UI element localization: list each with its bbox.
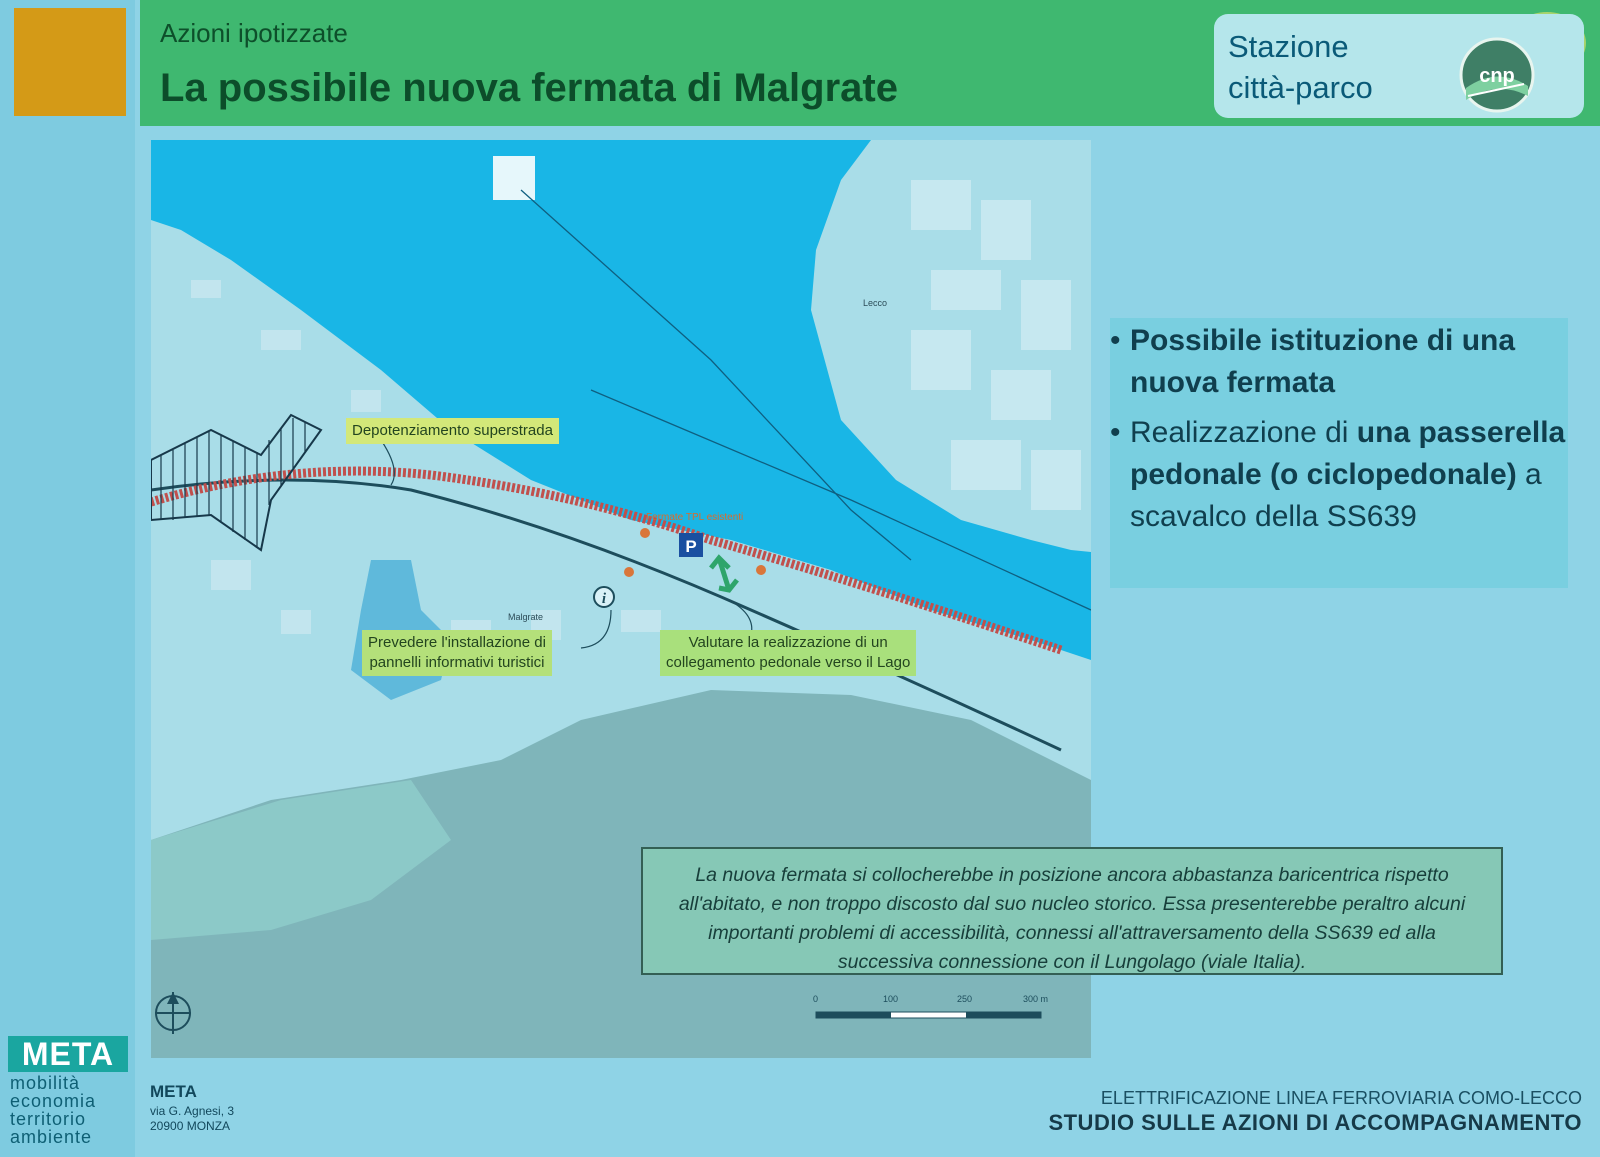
bus-stop-marker [624,567,634,577]
logo-text: cnp [1479,65,1515,87]
address-line: via G. Agnesi, 3 [150,1104,235,1118]
scale-tick: 300 m [1023,994,1049,1004]
station-label [1228,26,1373,108]
footer-address [150,1104,234,1134]
bus-stop-marker [756,565,766,575]
scale-tick: 100 [883,994,899,1004]
callout-collegamento [660,630,916,676]
meta-tagline [10,1074,135,1146]
bullet-text-run: Realizzazione di [1130,416,1357,449]
bullet-text-run: Possibile istituzione di una nuova fermata [1130,324,1516,399]
callout-line: Valutare la realizzazione di un [688,634,888,651]
bullet-text-run: una passerella pedonale (o ciclopedonale) [1130,416,1566,491]
address-line: 20900 MONZA [150,1119,231,1133]
left-brand-strip [0,0,135,1157]
town-label-lecco: Lecco [863,298,888,308]
station-line: città-parco [1228,70,1373,105]
bullet-item: • Realizzazione di una passerella pedonale (o ciclopedonale) a scavalco della SS639 [1110,416,1566,533]
tagline-word: territorio [10,1109,87,1129]
footer-company: META [150,1082,197,1101]
bus-stop-marker [640,528,650,538]
header-kicker: Azioni ipotizzate [160,18,348,48]
note-box: La nuova fermata si collocherebbe in posizione ancora abbastanza baricentrica rispetto all'abitato, e non troppo discosto dal suo nucleo storico. Essa presenterebbe peraltro alcuni importanti problemi di accessibilità, connessi all'attraversamento della SS639 ed alla successiva connessione con il Lungolago (viale Italia). [641,847,1503,975]
footer-project: ELETTRIFICAZIONE LINEA FERROVIARIA COMO-LECCO [1100,1088,1582,1108]
scale-tick: 250 [957,994,973,1004]
footer-study: STUDIO SULLE AZIONI DI ACCOMPAGNAMENTO [1048,1110,1582,1135]
scale-tick: 0 [813,994,819,1004]
tagline-word: mobilità [10,1073,81,1093]
map-inset-marker [493,156,535,200]
town-label-malgrate: Malgrate [508,612,544,622]
citta-parco-logo [1458,36,1536,114]
tagline-word: ambiente [10,1127,93,1147]
parking-symbol: P [685,537,697,556]
callout-line: Prevedere l'installazione di [368,634,546,651]
callout-pannelli [362,630,552,676]
bullet-text-run: a scavalco della SS639 [1130,458,1542,533]
brand-color-block [14,8,126,116]
info-symbol: i [601,591,607,607]
bus-stops-label: Fermate TPL esistenti [646,512,744,523]
tagline-word: economia [10,1091,97,1111]
slide-title: La possibile nuova fermata di Malgrate [160,66,898,110]
meta-logo: META [8,1036,128,1072]
callout-depotenziamento: Depotenziamento superstrada [346,418,559,444]
callout-line: collegamento pedonale verso il Lago [666,654,911,671]
station-line: Stazione [1228,29,1349,64]
callout-line: pannelli informativi turistici [369,654,545,671]
bullet-item: • Possibile istituzione di una nuova fermata [1110,324,1516,399]
